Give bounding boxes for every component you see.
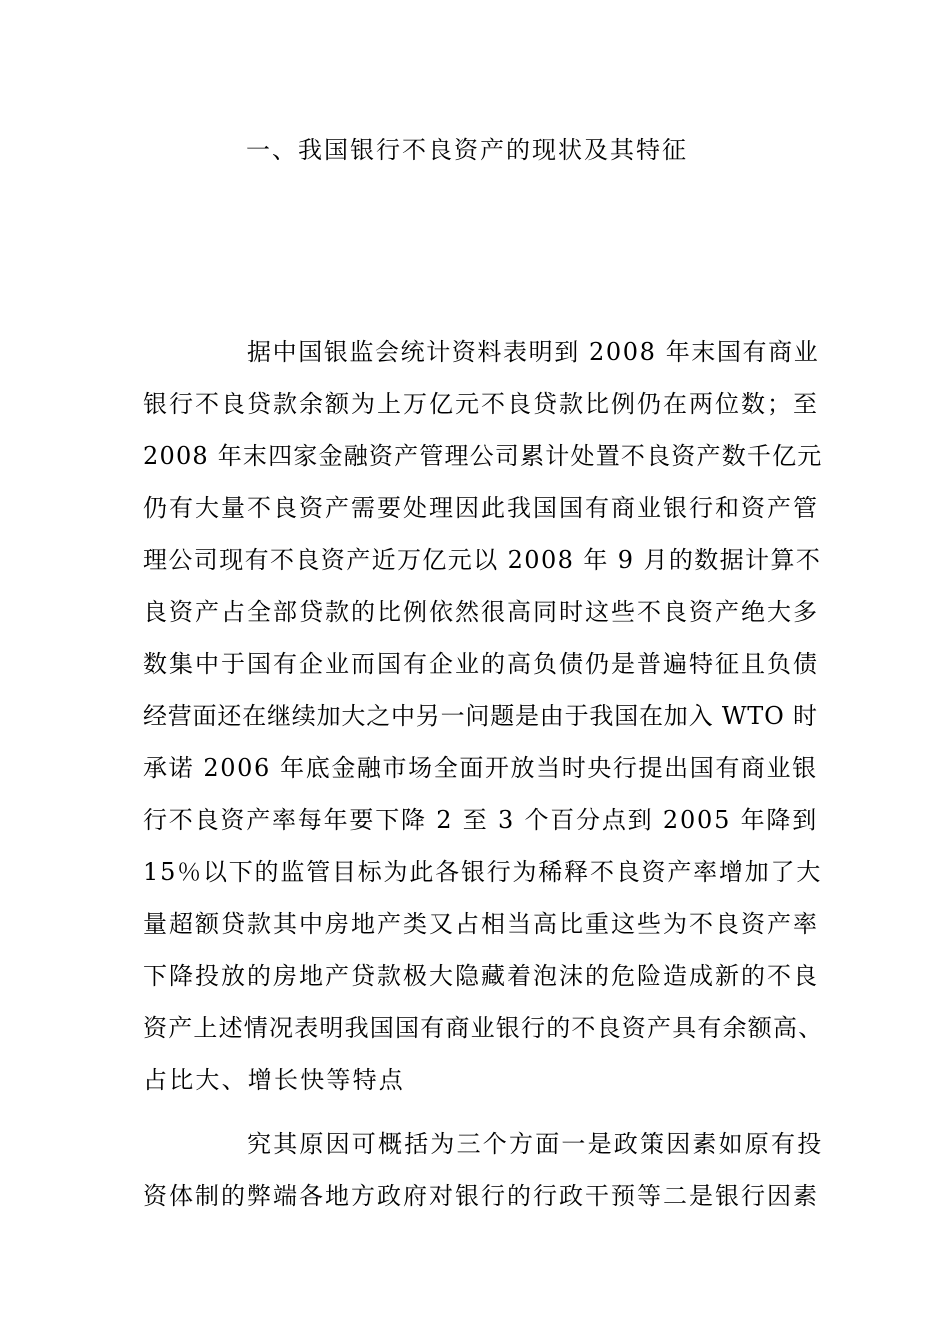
paragraph-line: 15％以下的监管目标为此各银行为稀释不良资产率增加了大 — [143, 858, 823, 886]
paragraph-line: 良资产占全部贷款的比例依然很高同时这些不良资产绝大多 — [143, 598, 819, 626]
paragraph-line: 资体制的弊端各地方政府对银行的行政干预等二是银行因素 — [143, 1182, 819, 1210]
paragraph-line: 下降投放的房地产贷款极大隐藏着泡沫的危险造成新的不良 — [143, 962, 819, 990]
paragraph-line: 银行不良贷款余额为上万亿元不良贷款比例仍在两位数；至 — [143, 390, 819, 418]
paragraph-line: 经营面还在继续加大之中另一问题是由于我国在加入 WTO 时 — [143, 702, 818, 730]
paragraph-line: 数集中于国有企业而国有企业的高负债仍是普遍特征且负债 — [143, 650, 819, 678]
paragraph-1 — [143, 326, 823, 1106]
paragraph-line: 占比大、增长快等特点 — [143, 1066, 405, 1094]
paragraph-line: 承诺 2006 年底金融市场全面开放当时央行提出国有商业银 — [143, 754, 818, 782]
paragraph-line: 据中国银监会统计资料表明到 2008 年末国有商业 — [247, 338, 820, 366]
paragraph-line: 2008 年末四家金融资产管理公司累计处置不良资产数千亿元 — [143, 442, 823, 470]
paragraph-line: 理公司现有不良资产近万亿元以 2008 年 9 月的数据计算不 — [143, 546, 822, 574]
section-heading: 一、我国银行不良资产的现状及其特征 — [246, 136, 688, 164]
paragraph-line: 行不良资产率每年要下降 2 至 3 个百分点到 2005 年降到 — [143, 806, 818, 834]
paragraph-line: 量超额贷款其中房地产类又占相当高比重这些为不良资产率 — [143, 910, 819, 938]
paragraph-line: 仍有大量不良资产需要处理因此我国国有商业银行和资产管 — [143, 494, 819, 522]
paragraph-line: 资产上述情况表明我国国有商业银行的不良资产具有余额高、 — [143, 1014, 824, 1042]
paragraph-2 — [143, 1118, 823, 1222]
paragraph-line: 究其原因可概括为三个方面一是政策因素如原有投 — [247, 1130, 824, 1158]
